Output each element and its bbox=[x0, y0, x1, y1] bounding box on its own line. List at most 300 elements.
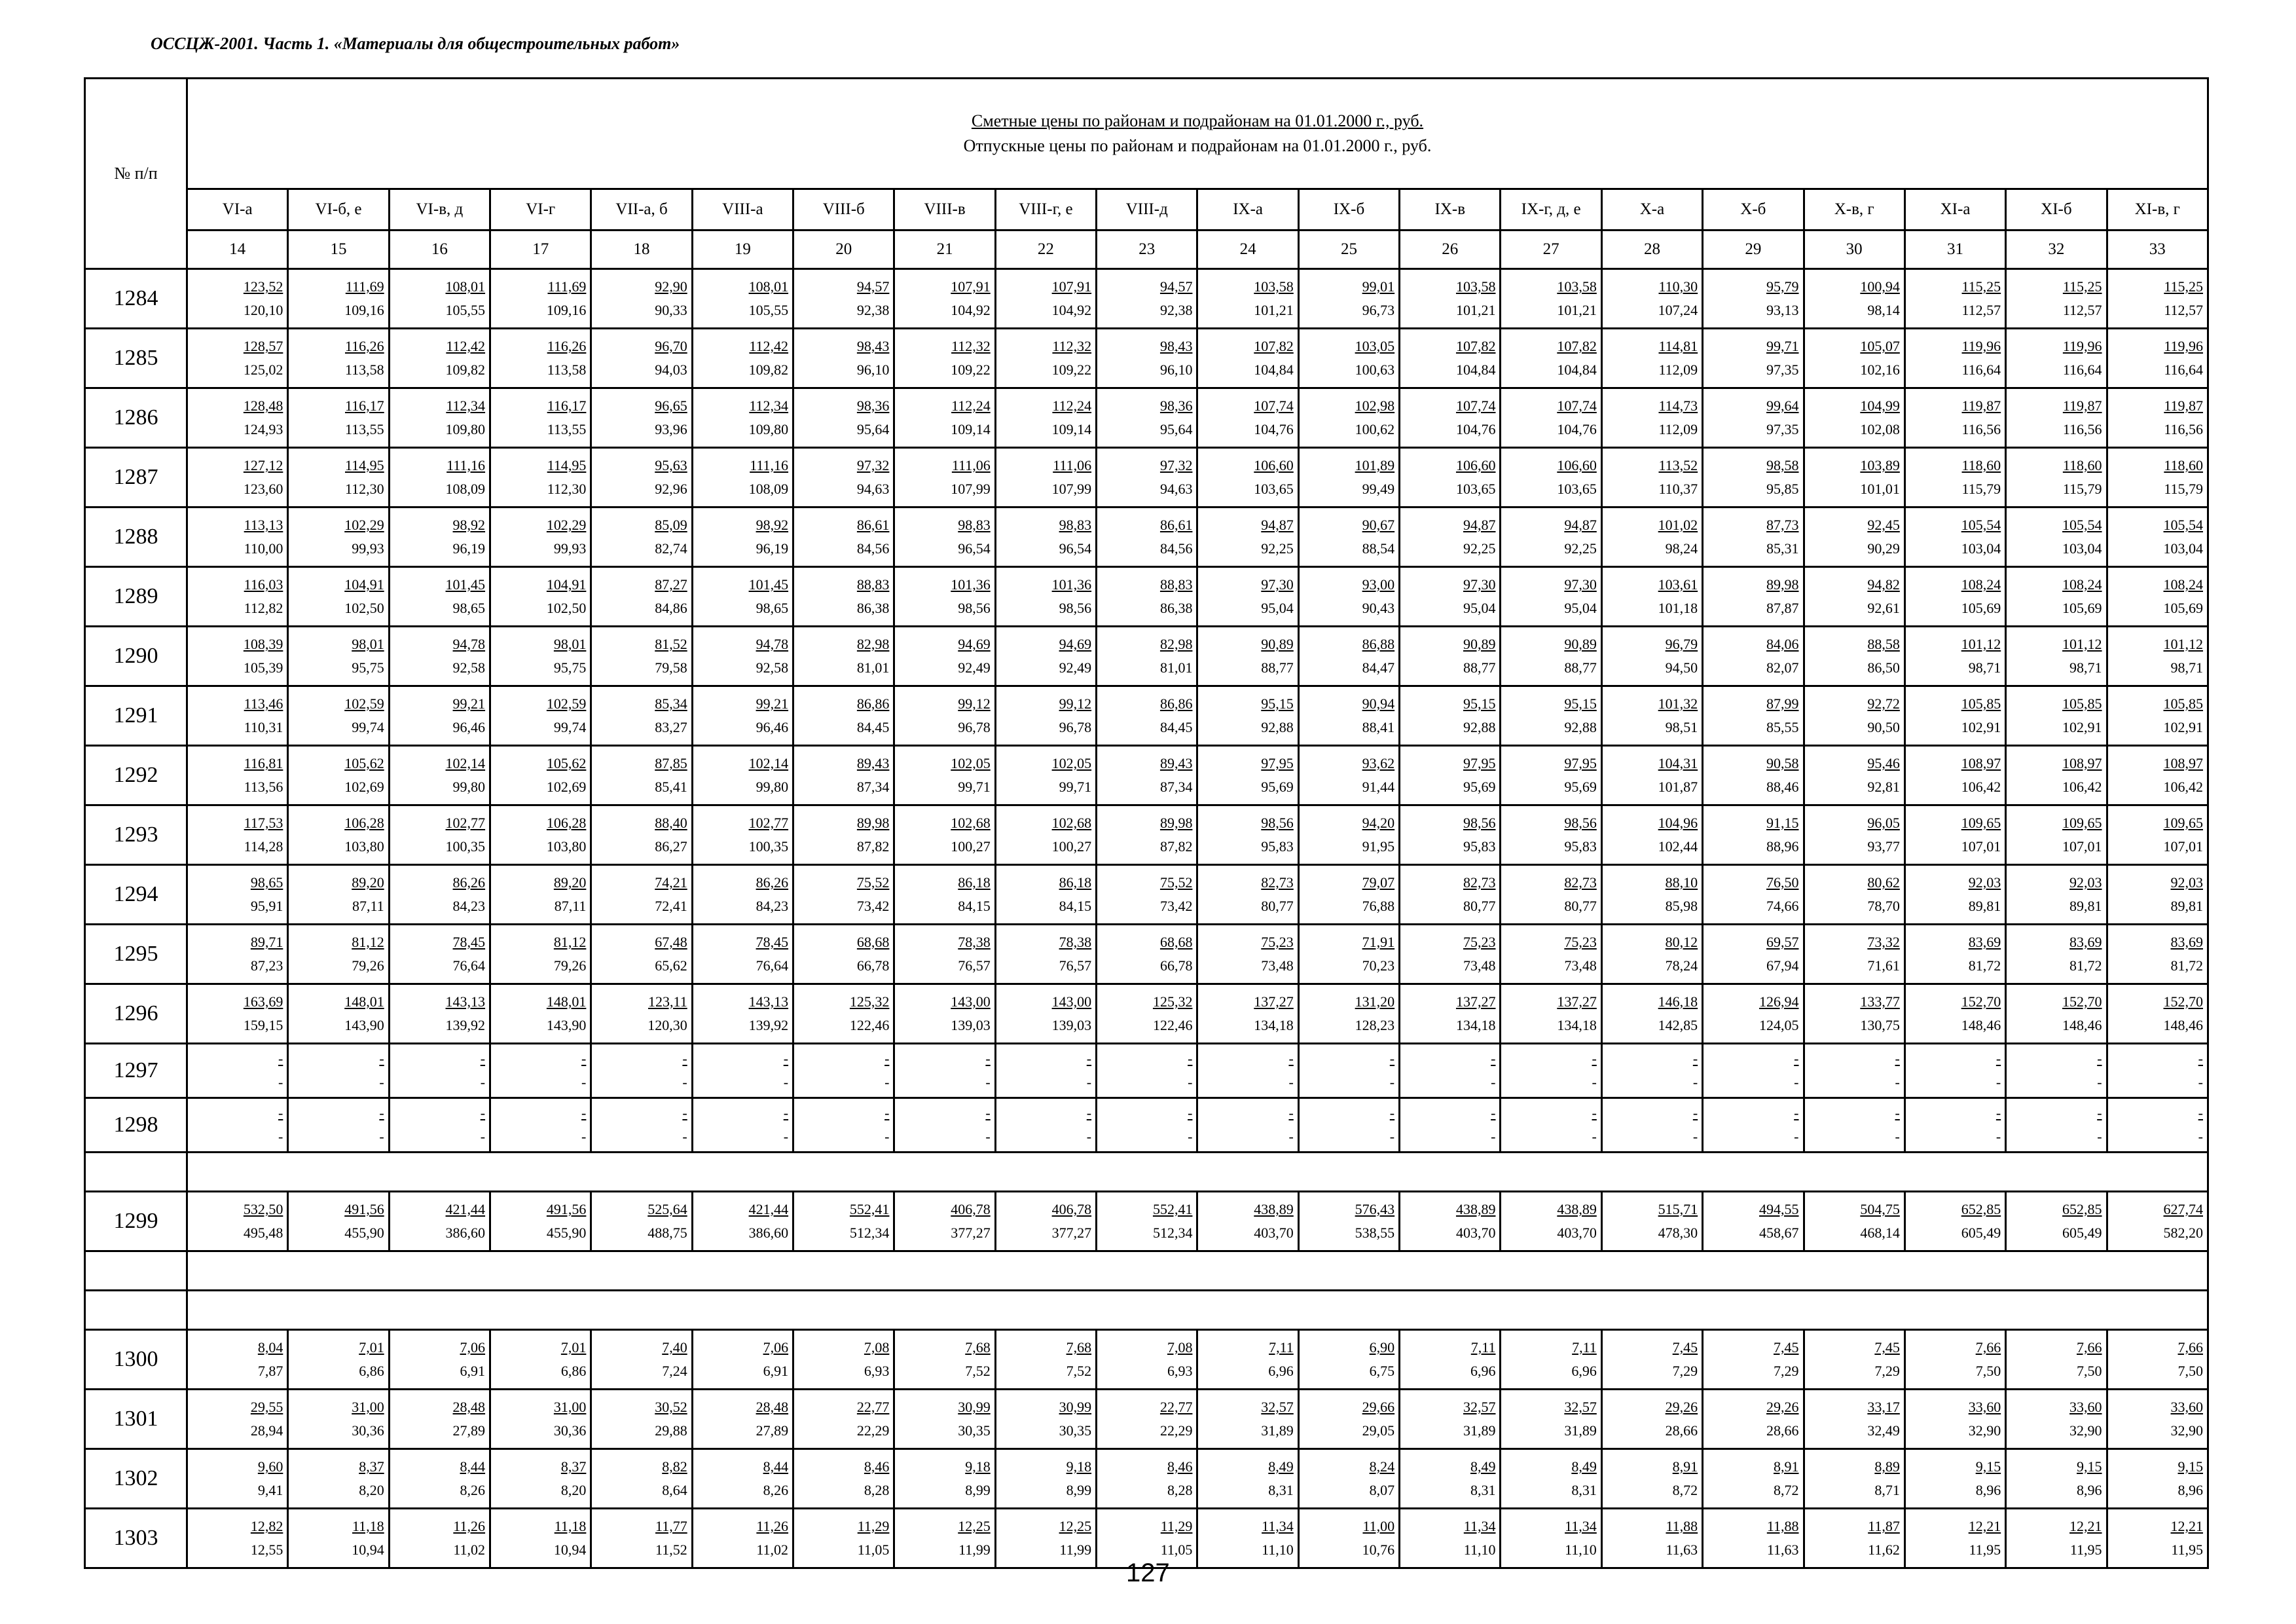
release-price: 115,79 bbox=[2164, 481, 2203, 497]
estimated-price: 29,26 bbox=[1665, 1399, 1698, 1415]
release-price: 455,90 bbox=[344, 1225, 384, 1241]
release-price: 102,69 bbox=[344, 779, 384, 795]
release-price: 84,23 bbox=[452, 898, 486, 914]
release-price: 110,31 bbox=[244, 719, 283, 735]
estimated-price: 113,13 bbox=[244, 517, 283, 533]
release-price: 92,38 bbox=[1159, 302, 1193, 318]
release-price: 6,96 bbox=[1571, 1363, 1597, 1379]
release-price: 92,38 bbox=[856, 302, 890, 318]
estimated-price: 93,00 bbox=[1362, 576, 1395, 593]
column-number: 29 bbox=[1703, 231, 1804, 269]
release-price: - bbox=[1592, 1128, 1597, 1145]
release-price: 92,96 bbox=[655, 481, 687, 497]
release-price: 116,64 bbox=[1961, 361, 2001, 378]
estimated-price: 105,85 bbox=[2062, 695, 2102, 712]
estimated-price: - bbox=[1692, 1105, 1698, 1121]
estimated-price: 90,89 bbox=[1261, 636, 1294, 652]
price-cell bbox=[2107, 1390, 2208, 1449]
release-price: 11,10 bbox=[1463, 1541, 1496, 1558]
estimated-price: 11,26 bbox=[453, 1518, 486, 1534]
price-cell bbox=[1601, 686, 1702, 746]
estimated-price: - bbox=[1692, 1050, 1698, 1067]
estimated-price: 112,24 bbox=[951, 397, 991, 414]
estimated-price: 11,18 bbox=[352, 1518, 384, 1534]
estimated-price: 112,42 bbox=[749, 338, 789, 354]
release-price: 8,31 bbox=[1268, 1482, 1294, 1498]
release-price: 73,42 bbox=[856, 898, 890, 914]
price-cell bbox=[1703, 865, 1804, 925]
estimated-price: 116,26 bbox=[345, 338, 384, 354]
price-cell bbox=[2006, 1192, 2107, 1251]
release-price: 6,86 bbox=[560, 1363, 587, 1379]
estimated-price: 504,75 bbox=[1860, 1201, 1900, 1217]
price-cell bbox=[2107, 627, 2208, 686]
estimated-price: 29,66 bbox=[1362, 1399, 1395, 1415]
estimated-price: 82,73 bbox=[1564, 874, 1597, 891]
release-price: 100,62 bbox=[1355, 421, 1395, 437]
release-price: 105,69 bbox=[2163, 600, 2203, 616]
release-price: 107,24 bbox=[1658, 302, 1698, 318]
estimated-price: 93,62 bbox=[1362, 755, 1395, 771]
release-price: 85,41 bbox=[655, 779, 687, 795]
table-row bbox=[85, 448, 2208, 507]
release-price: 95,64 bbox=[856, 421, 890, 437]
estimated-price: 7,01 bbox=[560, 1339, 587, 1356]
column-number: 19 bbox=[692, 231, 793, 269]
estimated-price: 92,03 bbox=[1968, 874, 2001, 891]
price-cell bbox=[490, 269, 591, 329]
release-price: 122,46 bbox=[849, 1017, 890, 1033]
release-price: 112,57 bbox=[2164, 302, 2203, 318]
price-cell bbox=[1703, 925, 1804, 984]
release-price: 109,82 bbox=[748, 361, 789, 378]
column-number: 25 bbox=[1298, 231, 1399, 269]
estimated-price: 7,11 bbox=[1269, 1339, 1294, 1356]
price-cell bbox=[1298, 1044, 1399, 1098]
release-price: 73,48 bbox=[1564, 957, 1597, 974]
price-cell bbox=[1601, 567, 1702, 627]
price-cell bbox=[490, 805, 591, 865]
release-price: 95,83 bbox=[1564, 838, 1597, 855]
price-cell bbox=[1501, 984, 1601, 1044]
column-number: 17 bbox=[490, 231, 591, 269]
price-cell bbox=[2006, 925, 2107, 984]
price-cell bbox=[288, 1044, 389, 1098]
price-cell bbox=[1197, 388, 1298, 448]
table-row bbox=[85, 507, 2208, 567]
column-label: X-в, г bbox=[1804, 189, 1904, 231]
price-cell bbox=[1298, 1192, 1399, 1251]
price-cell bbox=[288, 448, 389, 507]
price-cell bbox=[2006, 984, 2107, 1044]
estimated-price: 143,00 bbox=[951, 993, 991, 1010]
price-cell bbox=[1601, 1509, 1702, 1568]
release-price: 11,95 bbox=[2069, 1541, 2102, 1558]
release-price: 87,87 bbox=[1766, 600, 1799, 616]
release-price: 30,35 bbox=[1059, 1422, 1092, 1439]
release-price: 105,69 bbox=[2062, 600, 2102, 616]
column-label: VIII-а bbox=[692, 189, 793, 231]
price-cell bbox=[1097, 1330, 1197, 1390]
estimated-price: 118,60 bbox=[2164, 457, 2203, 473]
release-price: 81,72 bbox=[2170, 957, 2203, 974]
estimated-price: 97,32 bbox=[856, 457, 890, 473]
price-cell bbox=[2107, 746, 2208, 805]
release-price: 99,93 bbox=[352, 540, 384, 557]
price-cell bbox=[187, 1098, 288, 1153]
estimated-price: 83,69 bbox=[2069, 934, 2102, 950]
column-label: IX-а bbox=[1197, 189, 1298, 231]
estimated-price: 9,15 bbox=[2077, 1458, 2102, 1475]
estimated-price: 8,37 bbox=[560, 1458, 587, 1475]
estimated-price: - bbox=[480, 1105, 486, 1121]
price-cell bbox=[894, 1044, 995, 1098]
price-cell bbox=[591, 1509, 692, 1568]
price-cell bbox=[1501, 686, 1601, 746]
release-price: 105,55 bbox=[748, 302, 789, 318]
price-cell bbox=[1904, 448, 2005, 507]
price-cell bbox=[692, 627, 793, 686]
release-price: 8,96 bbox=[2077, 1482, 2102, 1498]
price-cell bbox=[2107, 1098, 2208, 1153]
price-cell bbox=[389, 1449, 490, 1509]
estimated-price: 101,36 bbox=[1051, 576, 1092, 593]
price-cell bbox=[894, 269, 995, 329]
release-price: 8,72 bbox=[1774, 1482, 1799, 1498]
release-price: 8,99 bbox=[1066, 1482, 1092, 1498]
estimated-price: 103,05 bbox=[1355, 338, 1395, 354]
price-cell bbox=[793, 329, 894, 388]
price-cell bbox=[995, 1509, 1096, 1568]
price-cell bbox=[1501, 567, 1601, 627]
price-cell bbox=[591, 1192, 692, 1251]
release-price: 113,56 bbox=[244, 779, 283, 795]
estimated-price: 108,24 bbox=[1961, 576, 2001, 593]
release-price: - bbox=[379, 1128, 384, 1145]
price-cell bbox=[1601, 448, 1702, 507]
price-cell bbox=[692, 507, 793, 567]
price-cell bbox=[1601, 627, 1702, 686]
estimated-price: 94,20 bbox=[1362, 815, 1395, 831]
release-price: 113,55 bbox=[345, 421, 384, 437]
release-price: 96,78 bbox=[958, 719, 991, 735]
release-price: 7,29 bbox=[1672, 1363, 1698, 1379]
price-cell bbox=[1298, 269, 1399, 329]
price-cell bbox=[1501, 1390, 1601, 1449]
estimated-price: 7,66 bbox=[2178, 1339, 2203, 1356]
estimated-price: 105,07 bbox=[1860, 338, 1900, 354]
release-price: 98,71 bbox=[2170, 659, 2203, 676]
estimated-price: 438,89 bbox=[1254, 1201, 1294, 1217]
price-cell bbox=[1904, 1509, 2005, 1568]
estimated-price: 11,26 bbox=[756, 1518, 789, 1534]
estimated-price: 92,72 bbox=[1867, 695, 1900, 712]
estimated-price: 8,91 bbox=[1672, 1458, 1698, 1475]
estimated-price: 88,40 bbox=[655, 815, 687, 831]
release-price: 512,34 bbox=[1152, 1225, 1193, 1241]
estimated-price: 110,30 bbox=[1658, 278, 1698, 295]
estimated-price: 89,43 bbox=[856, 755, 890, 771]
price-cell bbox=[1197, 925, 1298, 984]
price-cell bbox=[1601, 329, 1702, 388]
price-cell bbox=[1400, 448, 1501, 507]
row-number: 1286 bbox=[85, 388, 187, 448]
estimated-price: - bbox=[1592, 1105, 1597, 1121]
estimated-price: 118,60 bbox=[1961, 457, 2001, 473]
release-price: 112,09 bbox=[1658, 421, 1698, 437]
estimated-price: 552,41 bbox=[1152, 1201, 1193, 1217]
release-price: 100,27 bbox=[951, 838, 991, 855]
release-price: 93,13 bbox=[1766, 302, 1799, 318]
price-cell bbox=[1400, 388, 1501, 448]
estimated-price: 90,58 bbox=[1766, 755, 1799, 771]
estimated-price: 111,69 bbox=[345, 278, 384, 295]
estimated-price: 95,79 bbox=[1766, 278, 1799, 295]
release-price: 85,31 bbox=[1766, 540, 1799, 557]
release-price: - bbox=[278, 1074, 283, 1090]
estimated-price: 532,50 bbox=[243, 1201, 283, 1217]
release-price: 67,94 bbox=[1766, 957, 1799, 974]
estimated-price: - bbox=[2097, 1105, 2102, 1121]
price-cell bbox=[1804, 269, 1904, 329]
price-cell bbox=[1097, 507, 1197, 567]
estimated-price: 91,15 bbox=[1766, 815, 1799, 831]
price-cell bbox=[389, 507, 490, 567]
estimated-price: 7,11 bbox=[1470, 1339, 1496, 1356]
release-price: 124,93 bbox=[243, 421, 283, 437]
release-price: 79,26 bbox=[352, 957, 384, 974]
release-price: 12,55 bbox=[250, 1541, 283, 1558]
price-cell bbox=[2107, 507, 2208, 567]
estimated-price: - bbox=[1995, 1050, 2001, 1067]
release-price: 104,76 bbox=[1557, 421, 1597, 437]
release-price: 7,50 bbox=[2077, 1363, 2102, 1379]
release-price: 605,49 bbox=[2062, 1225, 2102, 1241]
price-cell bbox=[1298, 686, 1399, 746]
estimated-price: 86,61 bbox=[856, 517, 890, 533]
estimated-price: 112,32 bbox=[1052, 338, 1092, 354]
estimated-price: 7,06 bbox=[763, 1339, 789, 1356]
release-price: 7,24 bbox=[662, 1363, 687, 1379]
empty-num-cell bbox=[85, 1153, 187, 1192]
estimated-price: 104,99 bbox=[1860, 397, 1900, 414]
release-price: 76,88 bbox=[1362, 898, 1395, 914]
price-cell bbox=[894, 448, 995, 507]
estimated-price: 98,92 bbox=[452, 517, 486, 533]
estimated-price: 107,82 bbox=[1557, 338, 1597, 354]
column-label: XI-а bbox=[1904, 189, 2005, 231]
release-price: 84,86 bbox=[655, 600, 687, 616]
estimated-price: 94,57 bbox=[856, 278, 890, 295]
price-cell bbox=[288, 925, 389, 984]
estimated-price: 143,13 bbox=[445, 993, 486, 1010]
row-number: 1303 bbox=[85, 1509, 187, 1568]
release-price: 134,18 bbox=[1254, 1017, 1294, 1033]
price-cell bbox=[288, 507, 389, 567]
price-cell bbox=[1501, 1509, 1601, 1568]
price-cell bbox=[389, 746, 490, 805]
price-cell bbox=[591, 984, 692, 1044]
price-cell bbox=[1197, 1390, 1298, 1449]
price-cell bbox=[1298, 627, 1399, 686]
price-cell bbox=[389, 1044, 490, 1098]
price-cell bbox=[995, 329, 1096, 388]
price-cell bbox=[591, 627, 692, 686]
price-cell bbox=[2006, 388, 2107, 448]
release-price: 87,34 bbox=[856, 779, 890, 795]
release-price: 11,63 bbox=[1766, 1541, 1799, 1558]
estimated-price: 78,38 bbox=[1059, 934, 1092, 950]
estimated-price: 102,14 bbox=[748, 755, 789, 771]
release-price: 11,62 bbox=[1868, 1541, 1900, 1558]
estimated-price: 99,64 bbox=[1766, 397, 1799, 414]
price-cell bbox=[1804, 805, 1904, 865]
num-header bbox=[85, 79, 187, 269]
price-cell bbox=[490, 388, 591, 448]
estimated-price: - bbox=[2097, 1050, 2102, 1067]
release-price: 87,11 bbox=[554, 898, 587, 914]
estimated-price: 102,05 bbox=[951, 755, 991, 771]
price-cell bbox=[1298, 1098, 1399, 1153]
release-price: 112,57 bbox=[2062, 302, 2102, 318]
estimated-price: 104,31 bbox=[1658, 755, 1698, 771]
estimated-price: 104,96 bbox=[1658, 815, 1698, 831]
price-cell bbox=[2107, 448, 2208, 507]
price-cell bbox=[490, 507, 591, 567]
price-table-wrap bbox=[84, 77, 2209, 1569]
price-cell bbox=[1097, 1192, 1197, 1251]
row-number: 1284 bbox=[85, 269, 187, 329]
release-price: 139,03 bbox=[951, 1017, 991, 1033]
price-cell bbox=[1601, 984, 1702, 1044]
table-row bbox=[85, 329, 2208, 388]
price-cell bbox=[1601, 1192, 1702, 1251]
release-price: 109,14 bbox=[1051, 421, 1092, 437]
release-price: 76,57 bbox=[958, 957, 991, 974]
release-price: 10,76 bbox=[1362, 1541, 1395, 1558]
release-price: 98,71 bbox=[1968, 659, 2001, 676]
price-cell bbox=[2107, 1192, 2208, 1251]
row-number: 1300 bbox=[85, 1330, 187, 1390]
estimated-price: 96,65 bbox=[655, 397, 687, 414]
estimated-price: 22,77 bbox=[856, 1399, 890, 1415]
release-price: 81,01 bbox=[856, 659, 890, 676]
estimated-price: 7,45 bbox=[1672, 1339, 1698, 1356]
price-cell bbox=[1904, 1044, 2005, 1098]
release-price: 73,48 bbox=[1463, 957, 1496, 974]
release-price: 108,09 bbox=[445, 481, 486, 497]
release-price: 6,96 bbox=[1470, 1363, 1496, 1379]
estimated-price: 90,89 bbox=[1564, 636, 1597, 652]
estimated-price: 117,53 bbox=[244, 815, 283, 831]
estimated-price: 119,96 bbox=[2164, 338, 2203, 354]
estimated-price: 7,01 bbox=[359, 1339, 384, 1356]
price-cell bbox=[1298, 865, 1399, 925]
release-price: 120,10 bbox=[243, 302, 283, 318]
price-cell bbox=[1904, 686, 2005, 746]
estimated-price: 98,65 bbox=[250, 874, 283, 891]
release-price: - bbox=[1995, 1074, 2001, 1090]
column-number: 27 bbox=[1501, 231, 1601, 269]
release-price: 143,90 bbox=[344, 1017, 384, 1033]
price-cell bbox=[389, 805, 490, 865]
estimated-price: 96,70 bbox=[655, 338, 687, 354]
price-cell bbox=[995, 1044, 1096, 1098]
release-price: 92,88 bbox=[1564, 719, 1597, 735]
release-price: 142,85 bbox=[1658, 1017, 1698, 1033]
estimated-price: 12,21 bbox=[2069, 1518, 2102, 1534]
estimated-price: 111,69 bbox=[547, 278, 587, 295]
estimated-price: 101,12 bbox=[1961, 636, 2001, 652]
price-cell bbox=[389, 1509, 490, 1568]
price-cell bbox=[187, 1509, 288, 1568]
price-cell bbox=[187, 1192, 288, 1251]
release-price: - bbox=[1389, 1128, 1395, 1145]
price-cell bbox=[2107, 1330, 2208, 1390]
estimated-price: 7,45 bbox=[1774, 1339, 1799, 1356]
price-cell bbox=[490, 1509, 591, 1568]
estimated-price: 83,69 bbox=[1968, 934, 2001, 950]
release-price: 84,56 bbox=[856, 540, 890, 557]
price-cell bbox=[894, 1098, 995, 1153]
release-price: 85,55 bbox=[1766, 719, 1799, 735]
price-cell bbox=[2006, 1330, 2107, 1390]
release-price: 96,10 bbox=[856, 361, 890, 378]
price-cell bbox=[2107, 388, 2208, 448]
release-price: 95,83 bbox=[1463, 838, 1496, 855]
column-label: VIII-г, е bbox=[995, 189, 1096, 231]
release-price: 11,63 bbox=[1666, 1541, 1698, 1558]
estimated-price: 115,25 bbox=[2062, 278, 2102, 295]
release-price: 116,56 bbox=[2164, 421, 2203, 437]
estimated-price: 95,15 bbox=[1261, 695, 1294, 712]
estimated-price: 75,23 bbox=[1463, 934, 1496, 950]
price-cell bbox=[490, 1192, 591, 1251]
estimated-price: 143,00 bbox=[1051, 993, 1092, 1010]
price-cell bbox=[1097, 984, 1197, 1044]
price-cell bbox=[1197, 1192, 1298, 1251]
column-number: 15 bbox=[288, 231, 389, 269]
release-price: 148,46 bbox=[2062, 1017, 2102, 1033]
price-cell bbox=[995, 1449, 1096, 1509]
release-price: 100,35 bbox=[748, 838, 789, 855]
price-cell bbox=[1400, 1509, 1501, 1568]
release-price: 90,33 bbox=[655, 302, 687, 318]
price-cell bbox=[1804, 984, 1904, 1044]
release-price: 403,70 bbox=[1455, 1225, 1496, 1241]
release-price: 99,93 bbox=[553, 540, 587, 557]
estimated-price: 108,01 bbox=[445, 278, 486, 295]
price-cell bbox=[2107, 1509, 2208, 1568]
release-price: 8,28 bbox=[1167, 1482, 1193, 1498]
release-price: 88,77 bbox=[1261, 659, 1294, 676]
estimated-price: 9,15 bbox=[1975, 1458, 2001, 1475]
price-cell bbox=[1400, 1192, 1501, 1251]
price-cell bbox=[894, 567, 995, 627]
estimated-price: 113,46 bbox=[244, 695, 283, 712]
price-cell bbox=[1804, 1192, 1904, 1251]
estimated-price: 8,91 bbox=[1774, 1458, 1799, 1475]
price-cell bbox=[1097, 1044, 1197, 1098]
estimated-price: 98,83 bbox=[1059, 517, 1092, 533]
release-price: 100,27 bbox=[1051, 838, 1092, 855]
estimated-price: 102,59 bbox=[546, 695, 587, 712]
estimated-price: 89,98 bbox=[1766, 576, 1799, 593]
release-price: - bbox=[682, 1074, 687, 1090]
estimated-price: 97,32 bbox=[1159, 457, 1193, 473]
release-price: 7,87 bbox=[257, 1363, 283, 1379]
estimated-price: 137,27 bbox=[1254, 993, 1294, 1010]
